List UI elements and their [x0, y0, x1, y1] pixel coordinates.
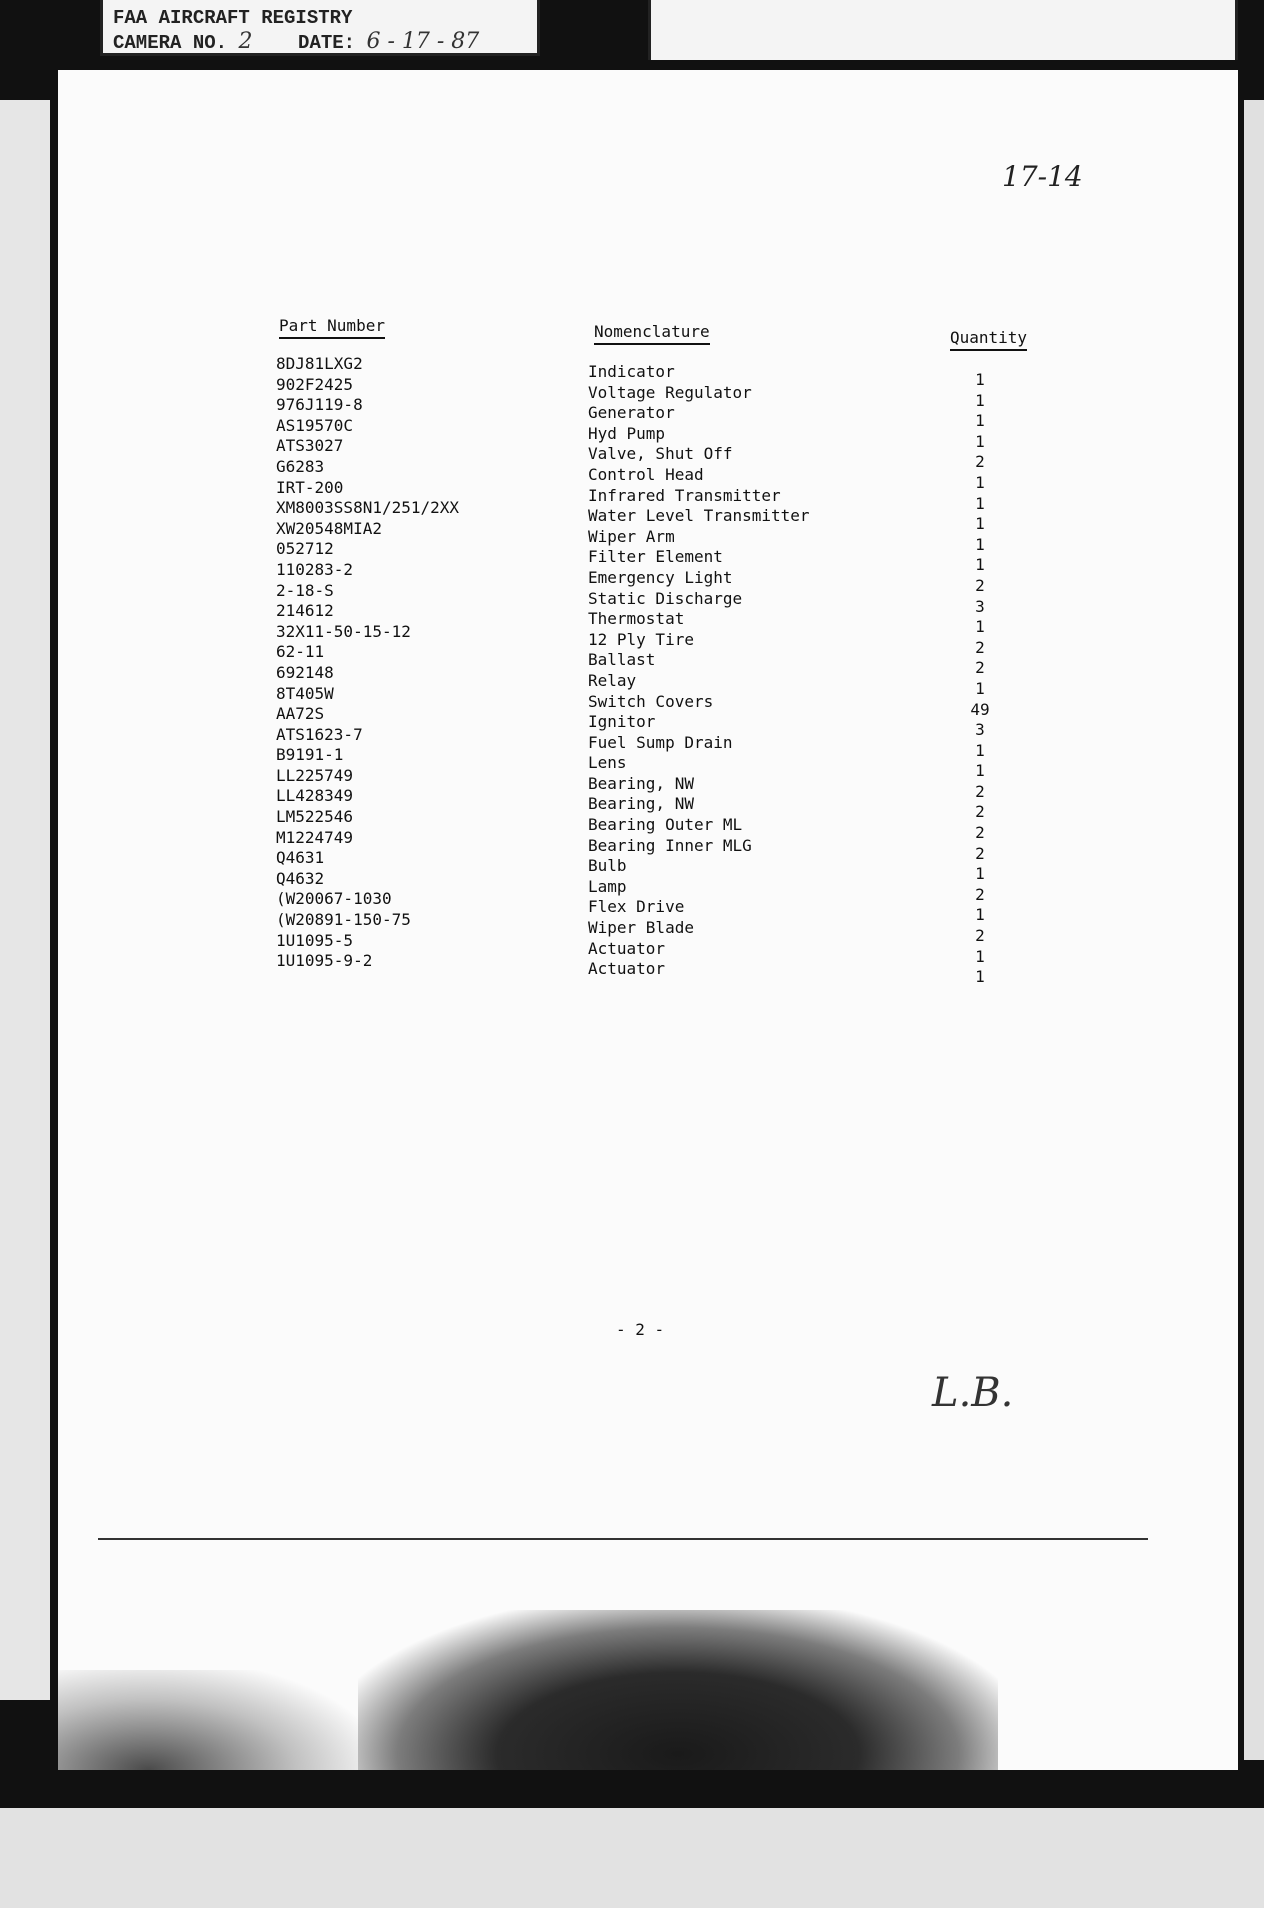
table-row-quantity: 2 — [975, 452, 985, 472]
table-row-quantity: 1 — [975, 864, 985, 884]
table-row-nomenclature: Control Head — [588, 464, 704, 484]
table-row-part-number: Q4632 — [276, 868, 325, 888]
table-row-quantity: 1 — [975, 967, 985, 987]
header-part-number: Part Number — [279, 316, 385, 339]
table-row-part-number: XW20548MIA2 — [276, 518, 382, 538]
table-row-quantity: 2 — [975, 884, 985, 904]
registry-label — [100, 0, 540, 56]
table-row-part-number: 1U1095-9-2 — [276, 951, 373, 971]
date-label: DATE: — [298, 32, 356, 54]
table-row-part-number: XM8003SS8N1/251/2XX — [276, 498, 460, 518]
table-row-nomenclature: Switch Covers — [588, 691, 714, 711]
table-row-quantity: 2 — [975, 781, 985, 801]
part-number-column — [276, 354, 459, 972]
table-row-nomenclature: Indicator — [588, 362, 675, 381]
table-row-part-number: ATS1623-7 — [276, 724, 363, 744]
table-row-nomenclature: Ballast — [588, 650, 656, 670]
table-row-nomenclature: Relay — [588, 670, 637, 690]
table-row-part-number: 976J119-8 — [276, 395, 363, 415]
table-row-part-number: Q4631 — [276, 848, 325, 868]
table-row-nomenclature: Bearing Inner MLG — [588, 835, 752, 855]
table-row-quantity: 1 — [975, 555, 985, 575]
table-row-nomenclature: Valve, Shut Off — [588, 444, 733, 464]
scan-smudge-left — [58, 1670, 358, 1770]
table-row-quantity: 1 — [975, 411, 985, 431]
table-row-nomenclature: Lamp — [588, 876, 627, 896]
divider-line — [98, 1538, 1148, 1540]
table-row-nomenclature: Flex Drive — [588, 897, 685, 917]
table-row-quantity: 1 — [975, 617, 985, 637]
table-row-part-number: 214612 — [276, 601, 334, 621]
table-row-nomenclature: Bearing Outer ML — [588, 815, 743, 835]
table-row-nomenclature: Wiper Blade — [588, 918, 694, 938]
table-row-part-number: 62-11 — [276, 642, 325, 662]
table-row-part-number: 110283-2 — [276, 559, 354, 579]
table-row-nomenclature: Wiper Arm — [588, 526, 675, 546]
table-row-quantity: 1 — [975, 493, 985, 513]
table-row-quantity: 1 — [975, 534, 985, 554]
page-number: - 2 - — [616, 1320, 665, 1339]
document-page — [58, 70, 1238, 1770]
table-row-quantity: 1 — [975, 761, 985, 781]
table-row-nomenclature: Actuator — [588, 959, 666, 979]
top-right-panel — [648, 0, 1238, 60]
table-row-part-number: B9191-1 — [276, 745, 344, 765]
frame-left-margin — [0, 100, 50, 1700]
table-row-part-number: 2-18-S — [276, 580, 334, 600]
handwritten-initials: L.B. — [932, 1370, 1014, 1416]
table-row-part-number: LL428349 — [276, 786, 354, 806]
frame-right-margin — [1244, 100, 1264, 1760]
table-row-part-number: 8T405W — [276, 683, 334, 703]
table-row-nomenclature: Emergency Light — [588, 567, 733, 587]
table-row-part-number: 052712 — [276, 539, 334, 559]
table-row-quantity: 3 — [975, 596, 985, 616]
table-row-part-number: 902F2425 — [276, 374, 354, 394]
table-row-quantity: 1 — [975, 370, 985, 389]
table-row-quantity: 1 — [975, 946, 985, 966]
table-row-part-number: ATS3027 — [276, 436, 344, 456]
table-row-part-number: LM522546 — [276, 807, 354, 827]
table-row-part-number: AS19570C — [276, 415, 354, 435]
table-row-part-number: (W20891-150-75 — [276, 910, 411, 930]
header-quantity: Quantity — [950, 328, 1027, 351]
table-row-quantity: 1 — [975, 905, 985, 925]
nomenclature-column — [588, 362, 810, 980]
table-row-part-number: (W20067-1030 — [276, 889, 392, 909]
page-id: 17-14 — [1002, 160, 1083, 193]
table-row-quantity: 2 — [975, 843, 985, 863]
table-row-nomenclature: Actuator — [588, 938, 666, 958]
table-row-part-number: LL225749 — [276, 765, 354, 785]
table-row-quantity: 1 — [975, 678, 985, 698]
table-row-nomenclature: Static Discharge — [588, 588, 743, 608]
table-row-quantity: 1 — [975, 514, 985, 534]
table-row-nomenclature: Hyd Pump — [588, 423, 666, 443]
table-row-nomenclature: Infrared Transmitter — [588, 485, 781, 505]
table-row-nomenclature: Fuel Sump Drain — [588, 732, 733, 752]
table-row-nomenclature: Bulb — [588, 856, 627, 876]
registry-title: FAA AIRCRAFT REGISTRY — [113, 7, 353, 29]
table-row-part-number: IRT-200 — [276, 477, 344, 497]
table-row-quantity: 2 — [975, 637, 985, 657]
table-row-quantity: 2 — [975, 823, 985, 843]
table-row-nomenclature: Bearing, NW — [588, 794, 694, 814]
registry-camera-date — [113, 30, 527, 55]
table-row-part-number: 1U1095-5 — [276, 930, 354, 950]
scan-smudge — [358, 1610, 998, 1770]
table-row-part-number: 32X11-50-15-12 — [276, 621, 411, 641]
table-row-nomenclature: Lens — [588, 753, 627, 773]
table-row-part-number: M1224749 — [276, 827, 354, 847]
table-row-quantity: 1 — [975, 390, 985, 410]
table-row-part-number: AA72S — [276, 704, 325, 724]
table-row-nomenclature: Thermostat — [588, 609, 685, 629]
table-row-part-number: 692148 — [276, 662, 334, 682]
table-row-nomenclature: Bearing, NW — [588, 773, 694, 793]
table-row-nomenclature: Filter Element — [588, 547, 723, 567]
table-row-quantity: 1 — [975, 472, 985, 492]
table-row-quantity: 49 — [970, 699, 990, 719]
table-row-quantity: 2 — [975, 926, 985, 946]
table-row-nomenclature: Generator — [588, 403, 675, 423]
table-row-nomenclature: 12 Ply Tire — [588, 629, 694, 649]
quantity-column — [960, 370, 1000, 988]
frame-bottom — [0, 1770, 1264, 1808]
table-row-nomenclature: Ignitor — [588, 712, 656, 732]
table-row-nomenclature: Voltage Regulator — [588, 382, 752, 402]
camera-number: 2 — [238, 29, 253, 54]
camera-label: CAMERA NO. — [113, 32, 228, 54]
header-nomenclature: Nomenclature — [594, 322, 710, 345]
table-row-quantity: 2 — [975, 802, 985, 822]
below-frame — [0, 1808, 1264, 1908]
date-value: 6 - 17 - 87 — [366, 29, 480, 54]
table-row-quantity: 2 — [975, 658, 985, 678]
table-row-quantity: 2 — [975, 575, 985, 595]
table-row-part-number: 8DJ81LXG2 — [276, 354, 363, 373]
table-row-nomenclature: Water Level Transmitter — [588, 506, 810, 526]
table-row-quantity: 1 — [975, 740, 985, 760]
table-row-part-number: G6283 — [276, 456, 325, 476]
table-row-quantity: 3 — [975, 720, 985, 740]
table-row-quantity: 1 — [975, 431, 985, 451]
